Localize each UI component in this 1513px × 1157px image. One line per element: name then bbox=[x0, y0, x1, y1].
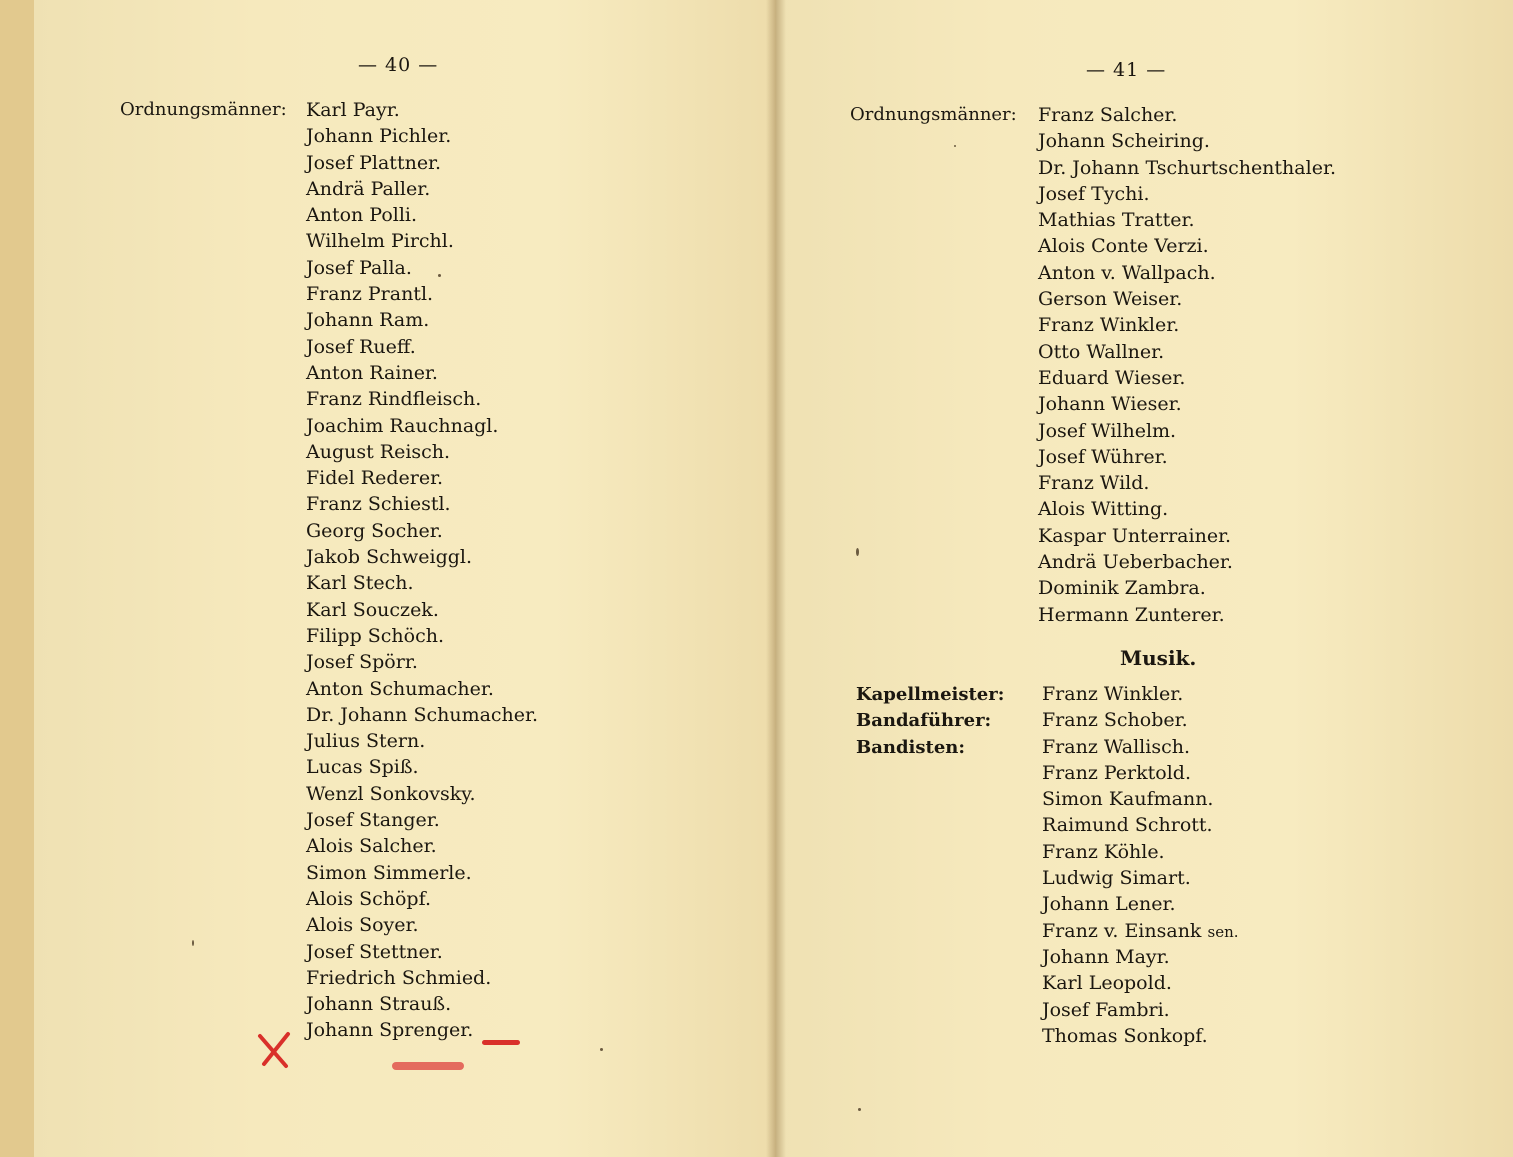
musician-entry bbox=[1042, 681, 1239, 707]
name-entry-text: Wenzl Sonkovsky. bbox=[306, 782, 476, 805]
role-label bbox=[856, 735, 1004, 761]
name-entry-text: Anton Schumacher. bbox=[306, 677, 494, 700]
name-entry-text: Eduard Wieser. bbox=[1038, 366, 1186, 389]
musician-entry bbox=[1042, 707, 1239, 733]
name-entry bbox=[306, 991, 538, 1017]
role-label-text: Bandisten: bbox=[856, 736, 966, 758]
name-entry bbox=[306, 781, 538, 807]
musician-entry-text: Karl Leopold. bbox=[1042, 972, 1172, 995]
page-number: — 41 — bbox=[1086, 59, 1167, 81]
role-label bbox=[856, 708, 1004, 734]
name-entry bbox=[306, 676, 538, 702]
name-entry-text: Dr. Johann Schumacher. bbox=[306, 703, 539, 726]
name-entry-text: Gerson Weiser. bbox=[1038, 288, 1183, 311]
name-entry bbox=[306, 97, 538, 123]
musician-entry-text: Simon Kaufmann. bbox=[1042, 788, 1214, 811]
name-suffix: sen. bbox=[1207, 922, 1239, 941]
name-entry-text: Karl Stech. bbox=[306, 572, 414, 595]
name-entry bbox=[306, 202, 538, 228]
name-entry bbox=[306, 360, 538, 386]
music-role-list bbox=[856, 682, 1004, 761]
name-entry-text: Hermann Zunterer. bbox=[1038, 603, 1225, 626]
name-entry-text: Georg Socher. bbox=[306, 519, 443, 542]
musician-entry-text: Franz Köhle. bbox=[1042, 840, 1165, 863]
name-entry bbox=[306, 728, 538, 754]
name-entry bbox=[1038, 102, 1336, 128]
name-entry-text: Anton v. Wallpach. bbox=[1038, 261, 1216, 284]
name-entry-text: Andrä Ueberbacher. bbox=[1038, 551, 1233, 574]
name-entry-text: Johann Strauß. bbox=[306, 993, 452, 1016]
paper-speck bbox=[438, 274, 441, 277]
name-entry-text: Karl Payr. bbox=[306, 99, 400, 121]
name-entry bbox=[306, 255, 538, 281]
name-entry bbox=[306, 623, 538, 649]
name-entry-text: Josef Rueff. bbox=[306, 335, 416, 358]
name-entry bbox=[306, 465, 538, 491]
name-entry bbox=[306, 939, 538, 965]
name-entry-text: August Reisch. bbox=[306, 440, 451, 463]
name-entry-text: Johann Pichler. bbox=[306, 125, 452, 148]
name-entry bbox=[306, 597, 538, 623]
name-entry bbox=[306, 307, 538, 333]
role-label bbox=[856, 682, 1004, 708]
music-name-list bbox=[1042, 681, 1239, 1049]
musician-entry bbox=[1042, 970, 1239, 996]
name-entry bbox=[306, 491, 538, 517]
musician-entry bbox=[1042, 865, 1239, 891]
name-entry-text: Johann Sprenger. bbox=[306, 1019, 474, 1042]
name-entry bbox=[1038, 312, 1336, 338]
name-entry-text: Wilhelm Pirchl. bbox=[306, 230, 454, 253]
name-entry-text: Franz Schiestl. bbox=[306, 493, 451, 516]
name-entry-text: Alois Witting. bbox=[1038, 498, 1169, 521]
section-label: Ordnungsmänner: bbox=[120, 99, 287, 120]
name-entry-text: Karl Souczek. bbox=[306, 598, 439, 621]
name-entry bbox=[306, 833, 538, 859]
name-entry bbox=[1038, 470, 1336, 496]
name-entry bbox=[306, 439, 538, 465]
name-entry bbox=[1038, 233, 1336, 259]
name-entry bbox=[1038, 391, 1336, 417]
name-entry-text: Johann Wieser. bbox=[1038, 393, 1182, 416]
musician-entry bbox=[1042, 734, 1239, 760]
name-entry-text: Filipp Schöch. bbox=[306, 624, 445, 647]
name-entry bbox=[306, 965, 538, 991]
name-entry-text: Julius Stern. bbox=[306, 730, 426, 753]
musician-entry-text: Franz Schober. bbox=[1042, 709, 1188, 732]
name-entry-text: Alois Conte Verzi. bbox=[1038, 235, 1209, 258]
name-entry-text: Anton Polli. bbox=[306, 204, 418, 227]
name-entry bbox=[306, 886, 538, 912]
name-entry-text: Friedrich Schmied. bbox=[306, 966, 492, 989]
name-entry-text: Dr. Johann Tschurtschenthaler. bbox=[1038, 156, 1336, 179]
name-entry-text: Andrä Paller. bbox=[306, 177, 431, 200]
name-entry bbox=[1038, 496, 1336, 522]
name-entry-text: Alois Schöpf. bbox=[306, 887, 431, 910]
name-entry-text: Josef Wührer. bbox=[1038, 445, 1168, 468]
musician-entry-text: Johann Mayr. bbox=[1042, 945, 1170, 968]
name-entry bbox=[306, 649, 538, 675]
name-entry-text: Josef Tychi. bbox=[1038, 182, 1150, 205]
name-entry-text: Johann Scheiring. bbox=[1038, 130, 1210, 153]
role-label-text: Bandaführer: bbox=[856, 710, 992, 732]
name-entry-text: Alois Salcher. bbox=[306, 835, 437, 858]
name-entry bbox=[1038, 155, 1336, 181]
name-entry bbox=[1038, 339, 1336, 365]
musician-entry bbox=[1042, 997, 1239, 1023]
name-entry-text: Fidel Rederer. bbox=[306, 467, 444, 490]
musician-entry-text: Thomas Sonkopf. bbox=[1042, 1024, 1208, 1047]
paper-speck bbox=[600, 1048, 603, 1051]
name-entry bbox=[1038, 523, 1336, 549]
name-entry bbox=[1038, 181, 1336, 207]
musician-entry bbox=[1042, 839, 1239, 865]
page-number: — 40 — bbox=[358, 54, 439, 76]
musician-entry bbox=[1042, 786, 1239, 812]
name-entry bbox=[1038, 549, 1336, 575]
name-entry bbox=[306, 123, 538, 149]
name-entry bbox=[306, 807, 538, 833]
name-entry bbox=[306, 150, 538, 176]
name-entry-text: Mathias Tratter. bbox=[1038, 209, 1195, 232]
musician-entry-text: Josef Fambri. bbox=[1042, 998, 1170, 1021]
name-entry-text: Josef Plattner. bbox=[306, 151, 442, 174]
name-entry bbox=[306, 754, 538, 780]
red-cross-mark bbox=[254, 1030, 294, 1070]
musician-entry bbox=[1042, 891, 1239, 917]
name-entry bbox=[1038, 207, 1336, 233]
musician-entry bbox=[1042, 918, 1239, 944]
book-gutter bbox=[766, 0, 786, 1157]
musician-entry bbox=[1042, 760, 1239, 786]
role-label-text: Kapellmeister: bbox=[856, 684, 1005, 705]
name-entry bbox=[1038, 602, 1336, 628]
musician-entry-text: Ludwig Simart. bbox=[1042, 867, 1191, 890]
name-entry-text: Johann Ram. bbox=[306, 309, 430, 332]
name-entry bbox=[1038, 260, 1336, 286]
musician-entry-text: Franz Perktold. bbox=[1042, 761, 1192, 784]
paper-speck bbox=[856, 548, 859, 556]
name-entry-text: Josef Stettner. bbox=[306, 940, 443, 963]
name-entry bbox=[306, 386, 538, 412]
name-entry bbox=[306, 413, 538, 439]
red-underline-mark bbox=[392, 1062, 464, 1070]
paper-speck bbox=[954, 145, 956, 147]
name-list bbox=[1038, 102, 1336, 628]
name-entry bbox=[1038, 365, 1336, 391]
musician-entry-text: Franz v. Einsank bbox=[1042, 919, 1202, 942]
name-entry bbox=[1038, 418, 1336, 444]
name-entry bbox=[306, 518, 538, 544]
musician-entry-text: Raimund Schrott. bbox=[1042, 814, 1213, 837]
musician-entry bbox=[1042, 944, 1239, 970]
right-page bbox=[776, 0, 1513, 1157]
musician-entry-text: Johann Lener. bbox=[1042, 893, 1176, 916]
section-label: Ordnungsmänner: bbox=[850, 104, 1017, 125]
name-entry-text: Lucas Spiß. bbox=[306, 756, 419, 779]
name-entry-text: Anton Rainer. bbox=[306, 361, 438, 384]
name-entry bbox=[306, 570, 538, 596]
name-entry bbox=[306, 176, 538, 202]
name-entry bbox=[306, 544, 538, 570]
name-entry bbox=[306, 702, 538, 728]
name-entry-text: Josef Stanger. bbox=[306, 809, 440, 832]
name-entry-text: Franz Wild. bbox=[1038, 472, 1150, 495]
name-entry-text: Franz Rindfleisch. bbox=[306, 388, 482, 411]
name-entry bbox=[306, 1017, 538, 1043]
musician-entry-text: Franz Winkler. bbox=[1042, 683, 1184, 705]
name-entry bbox=[1038, 444, 1336, 470]
name-entry bbox=[306, 912, 538, 938]
musician-entry bbox=[1042, 812, 1239, 838]
name-entry-text: Josef Spörr. bbox=[306, 651, 418, 674]
musician-entry-text: Franz Wallisch. bbox=[1042, 735, 1190, 758]
name-entry bbox=[306, 228, 538, 254]
name-entry bbox=[1038, 128, 1336, 154]
name-entry-text: Franz Salcher. bbox=[1038, 104, 1178, 126]
name-entry-text: Kaspar Unterrainer. bbox=[1038, 524, 1232, 547]
name-entry bbox=[306, 860, 538, 886]
paper-speck bbox=[858, 1108, 861, 1111]
music-heading: Musik. bbox=[1120, 646, 1197, 670]
name-entry bbox=[306, 334, 538, 360]
name-entry-text: Franz Prantl. bbox=[306, 283, 434, 306]
name-list bbox=[306, 97, 538, 1044]
name-entry-text: Franz Winkler. bbox=[1038, 314, 1180, 337]
name-entry-text: Josef Palla. bbox=[306, 256, 412, 279]
name-entry-text: Otto Wallner. bbox=[1038, 340, 1165, 363]
name-entry-text: Josef Wilhelm. bbox=[1038, 419, 1177, 442]
name-entry-text: Jakob Schweiggl. bbox=[306, 546, 473, 569]
paper-speck bbox=[192, 940, 194, 946]
name-entry bbox=[1038, 286, 1336, 312]
name-entry bbox=[306, 281, 538, 307]
name-entry bbox=[1038, 575, 1336, 601]
name-entry-text: Alois Soyer. bbox=[306, 914, 419, 937]
musician-entry bbox=[1042, 1023, 1239, 1049]
name-entry-text: Joachim Rauchnagl. bbox=[306, 414, 499, 437]
name-entry-text: Simon Simmerle. bbox=[306, 861, 472, 884]
name-entry-text: Dominik Zambra. bbox=[1038, 577, 1206, 600]
